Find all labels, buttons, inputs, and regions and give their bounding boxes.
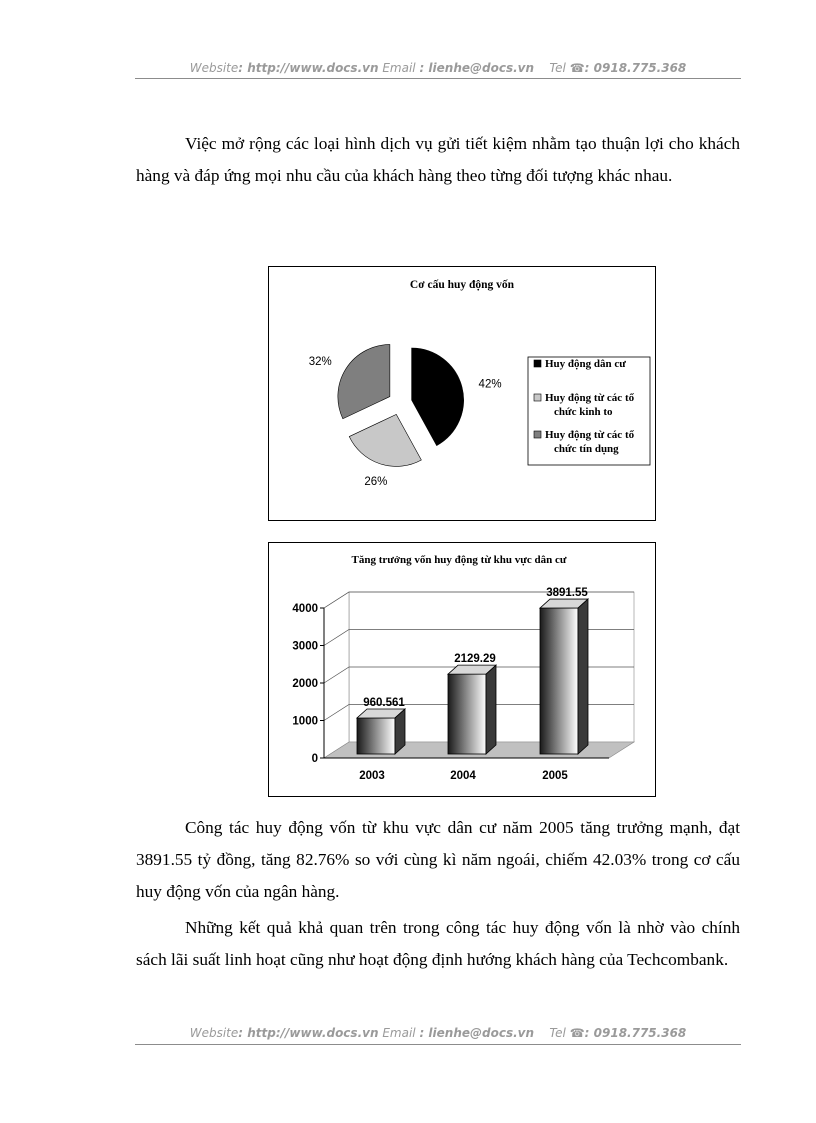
- footer-email-value[interactable]: : lienhe@docs.vn: [419, 1026, 535, 1040]
- pie-label-2: 26%: [364, 475, 388, 488]
- bar-xtick-label-2005: 2005: [542, 770, 568, 782]
- pie-legend-swatch-3: [534, 431, 541, 438]
- bar-2004: [448, 665, 496, 754]
- pie-chart-title: Cơ cấu huy động vốn: [409, 279, 515, 291]
- header-email-value[interactable]: : lienhe@docs.vn: [419, 61, 535, 75]
- bar-xtick-label-2004: 2004: [450, 770, 476, 782]
- bar-front-2004: [448, 674, 486, 754]
- footer-divider: [135, 1044, 741, 1045]
- bar-ytick-label-1000: 1000: [292, 715, 318, 728]
- bar-data-label-2003: 960.561: [363, 696, 405, 709]
- pie-legend-text-1-1: Huy động dân cư: [545, 358, 626, 370]
- pie-legend-swatch-2: [534, 394, 541, 401]
- header-website-label: Website: [189, 61, 239, 75]
- bar-chart-canvas: [269, 543, 655, 796]
- bar-ytick-label-4000: 4000: [292, 603, 318, 615]
- bar-chart: [268, 542, 656, 797]
- pie-legend-text-3-2: chức tín dụng: [554, 443, 619, 455]
- header-divider: [135, 78, 741, 79]
- bar-ytick-label-2000: 2000: [292, 678, 318, 690]
- footer-tel-label: Tel: [549, 1026, 566, 1040]
- pie-chart-canvas: [269, 267, 655, 520]
- pie-legend: [528, 357, 650, 465]
- page-footer: [135, 1026, 741, 1040]
- pie-legend-text-3-1: Huy động từ các tổ: [545, 429, 635, 441]
- pie-slice-3: [338, 345, 390, 419]
- phone-icon: ☎: [569, 61, 585, 75]
- pie-legend-swatch-1: [534, 360, 541, 367]
- bar-side-2004: [486, 665, 496, 754]
- bar-data-label-2004: 2129.29: [454, 653, 496, 666]
- pie-legend-text-2-1: Huy động từ các tổ: [545, 392, 635, 404]
- header-email-label: Email: [382, 61, 416, 75]
- bar-2003: [357, 709, 405, 754]
- page-header: [135, 61, 741, 75]
- pie-slice-2: [349, 414, 421, 466]
- pie-slice-1: [412, 348, 464, 446]
- pie-legend-text-2-2: chức kinh to: [554, 406, 613, 418]
- footer-website-url[interactable]: : http://www.docs.vn: [238, 1026, 379, 1040]
- paragraph-2: Công tác huy động vốn từ khu vực dân cư năm 2005 tăng trưởng mạnh, đạt 3891.55 tỷ đồng, tăng 82.76% so với cùng kì năm ngoái, chiếm 42.03% trong cơ cấu huy động vốn của ngân hàng.: [136, 818, 740, 901]
- header-website-url[interactable]: : http://www.docs.vn: [238, 61, 379, 75]
- bar-front-2003: [357, 718, 395, 754]
- paragraph-3: Những kết quả khả quan trên trong công tác huy động vốn là nhờ vào chính sách lãi suất linh hoạt cũng như hoạt động định hướng khách hàng của Techcombank.: [136, 918, 740, 969]
- bar-chart-title: Tăng trưởng vốn huy động từ khu vực dân cư: [351, 554, 567, 566]
- bar-xtick-label-2003: 2003: [359, 770, 385, 782]
- phone-icon: ☎: [569, 1026, 585, 1040]
- paragraph-1: Việc mở rộng các loại hình dịch vụ gửi tiết kiệm nhằm tạo thuận lợi cho khách hàng và đáp ứng mọi nhu cầu của khách hàng theo từng đối tượng khác nhau.: [136, 134, 740, 185]
- header-tel-label: Tel: [549, 61, 566, 75]
- footer-tel-value: : 0918.775.368: [584, 1026, 687, 1040]
- pie-label-1: 42%: [478, 378, 502, 391]
- bar-ytick-label-0: 0: [311, 753, 318, 765]
- bar-front-2005: [540, 608, 578, 754]
- pie-chart: [268, 266, 656, 521]
- footer-email-label: Email: [382, 1026, 416, 1040]
- bar-side-2005: [578, 599, 588, 754]
- bar-2005: [540, 599, 588, 754]
- footer-website-label: Website: [189, 1026, 239, 1040]
- bar-ytick-label-3000: 3000: [292, 640, 318, 653]
- header-tel-value: : 0918.775.368: [584, 61, 687, 75]
- pie-label-3: 32%: [308, 356, 332, 369]
- bar-data-label-2005: 3891.55: [546, 587, 588, 600]
